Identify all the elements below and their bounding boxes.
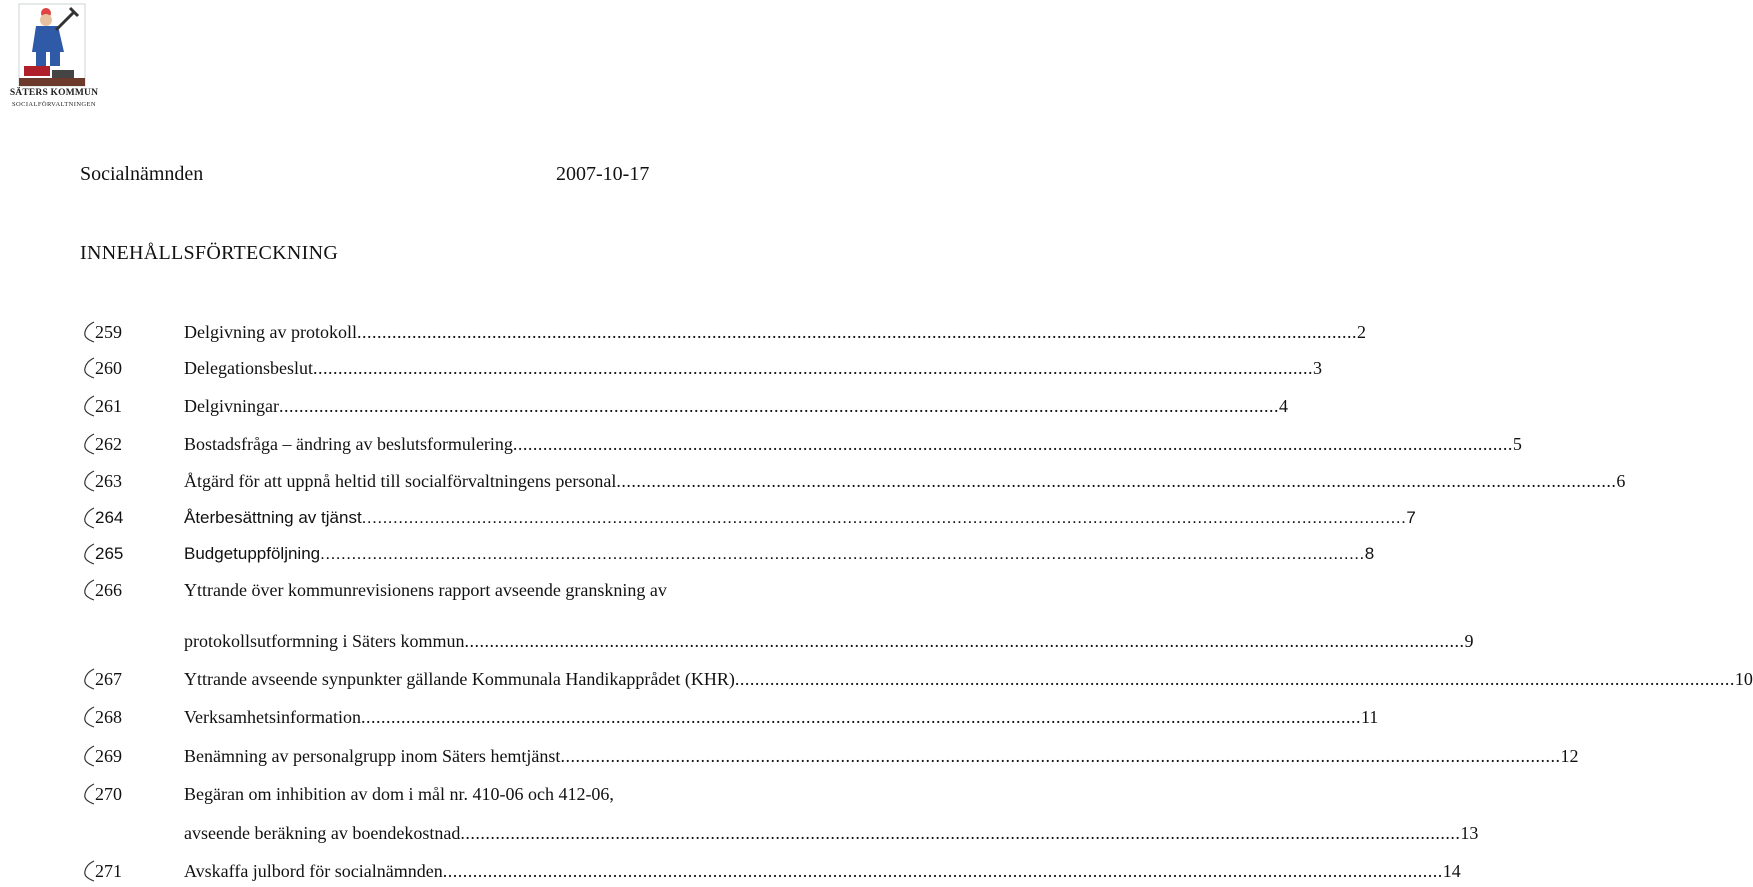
toc-entry-page: 9 — [1464, 631, 1474, 651]
dot-leader: ........................................................................................................................................................................................................ — [312, 358, 1313, 378]
toc-entry-number: 262 — [95, 434, 122, 454]
toc-entry[interactable] — [0, 317, 1366, 347]
toc-entry-number: 264 — [95, 508, 124, 527]
dot-leader: ........................................................................................................................................................................................................ — [734, 669, 1735, 689]
dot-leader: ........................................................................................................................................................................................................ — [464, 631, 1465, 651]
toc-entry-number: 270 — [95, 784, 122, 804]
coat-of-arms-icon — [6, 4, 98, 88]
toc-entry-title-continued: protokollsutformning i Säters kommun — [184, 631, 465, 651]
toc-entry-page: 6 — [1616, 471, 1626, 491]
dot-leader: ........................................................................................................................................................................................................ — [278, 396, 1279, 416]
toc-entry-title: Delgivning av protokoll — [184, 322, 357, 342]
dot-leader: ........................................................................................................................................................................................................ — [320, 544, 1365, 563]
dot-leader: ........................................................................................................................................................................................................ — [460, 823, 1461, 843]
toc-entry[interactable] — [0, 664, 1753, 694]
toc-entry[interactable] — [0, 429, 1522, 459]
dot-leader: ........................................................................................................................................................................................................ — [512, 434, 1513, 454]
toc-entry[interactable] — [0, 575, 960, 605]
toc-entry-number: 260 — [95, 358, 122, 378]
dot-leader: ........................................................................................................................................................................................................ — [360, 707, 1361, 727]
toc-entry[interactable] — [0, 702, 1379, 732]
toc-entry-number: 267 — [95, 669, 122, 689]
toc-entry-continuation[interactable] — [0, 626, 1474, 656]
toc-entry[interactable] — [0, 503, 1416, 533]
toc-entry[interactable] — [0, 391, 1288, 421]
dot-leader: ........................................................................................................................................................................................................ — [356, 322, 1357, 342]
toc-entry-page: 11 — [1360, 707, 1379, 727]
toc-entry-number: 269 — [95, 746, 122, 766]
toc-entry-number: 261 — [95, 396, 122, 416]
toc-entry-title: Delegationsbeslut — [184, 358, 313, 378]
dot-leader: ........................................................................................................................................................................................................ — [616, 471, 1617, 491]
toc-entry-number: 271 — [95, 861, 122, 881]
committee-name: Socialnämnden — [80, 163, 204, 185]
toc-entry-continuation[interactable] — [0, 818, 1479, 848]
toc-entry[interactable] — [0, 741, 1579, 771]
meeting-date: 2007-10-17 — [556, 163, 650, 185]
toc-entry-title: Återbesättning av tjänst — [184, 508, 362, 527]
toc-entry-title: Verksamhetsinformation — [184, 707, 361, 727]
toc-entry-page: 4 — [1278, 396, 1288, 416]
toc-entry-title: Yttrande över kommunrevisionens rapport avseende granskning av — [184, 580, 667, 600]
logo-department-name: SOCIALFÖRVALTNINGEN — [11, 101, 96, 108]
toc-entry-page: 13 — [1460, 823, 1479, 843]
toc-entry-title: Budgetuppföljning — [184, 544, 321, 563]
toc-entry-page: 14 — [1442, 861, 1461, 881]
logo-municipality-name: SÄTERS KOMMUN — [9, 88, 99, 98]
municipality-logo — [6, 4, 98, 110]
toc-entry-number: 268 — [95, 707, 122, 727]
toc-entry[interactable] — [0, 466, 1626, 496]
toc-entry-page: 10 — [1734, 669, 1753, 689]
toc-entry-page: 7 — [1406, 508, 1416, 527]
toc-entry[interactable] — [0, 856, 1461, 886]
toc-entry[interactable] — [0, 353, 1322, 383]
dot-leader: ........................................................................................................................................................................................................ — [361, 508, 1407, 527]
toc-entry-title: Benämning av personalgrupp inom Säters hemtjänst — [184, 746, 561, 766]
toc-entry-page: 12 — [1560, 746, 1579, 766]
toc-entry-number: 265 — [95, 544, 124, 563]
toc-entry-title-continued: avseende beräkning av boendekostnad — [184, 823, 461, 843]
toc-entry[interactable] — [0, 539, 1375, 569]
dot-leader: ........................................................................................................................................................................................................ — [442, 861, 1443, 881]
toc-entry-page: 2 — [1356, 322, 1366, 342]
dot-leader: ........................................................................................................................................................................................................ — [560, 746, 1561, 766]
toc-entry-title: Yttrande avseende synpunkter gällande Kommunala Handikapprådet (KHR) — [184, 669, 735, 689]
toc-heading: INNEHÅLLSFÖRTECKNING — [80, 242, 339, 264]
toc-entry-number: 263 — [95, 471, 122, 491]
toc-entry-page: 5 — [1512, 434, 1522, 454]
toc-entry-title: Delgivningar — [184, 396, 279, 416]
toc-entry-title: Bostadsfråga – ändring av beslutsformulering — [184, 434, 513, 454]
toc-entry-title: Begäran om inhibition av dom i mål nr. 410-06 och 412-06, — [184, 784, 614, 804]
toc-entry-page: 8 — [1364, 544, 1375, 563]
toc-entry-title: Avskaffa julbord för socialnämnden — [184, 861, 443, 881]
toc-entry-page: 3 — [1312, 358, 1322, 378]
toc-entry-title: Åtgärd för att uppnå heltid till socialförvaltningens personal — [184, 471, 617, 491]
toc-entry-number: 259 — [95, 322, 122, 342]
toc-entry[interactable] — [0, 779, 960, 809]
toc-entry-number: 266 — [95, 580, 122, 600]
